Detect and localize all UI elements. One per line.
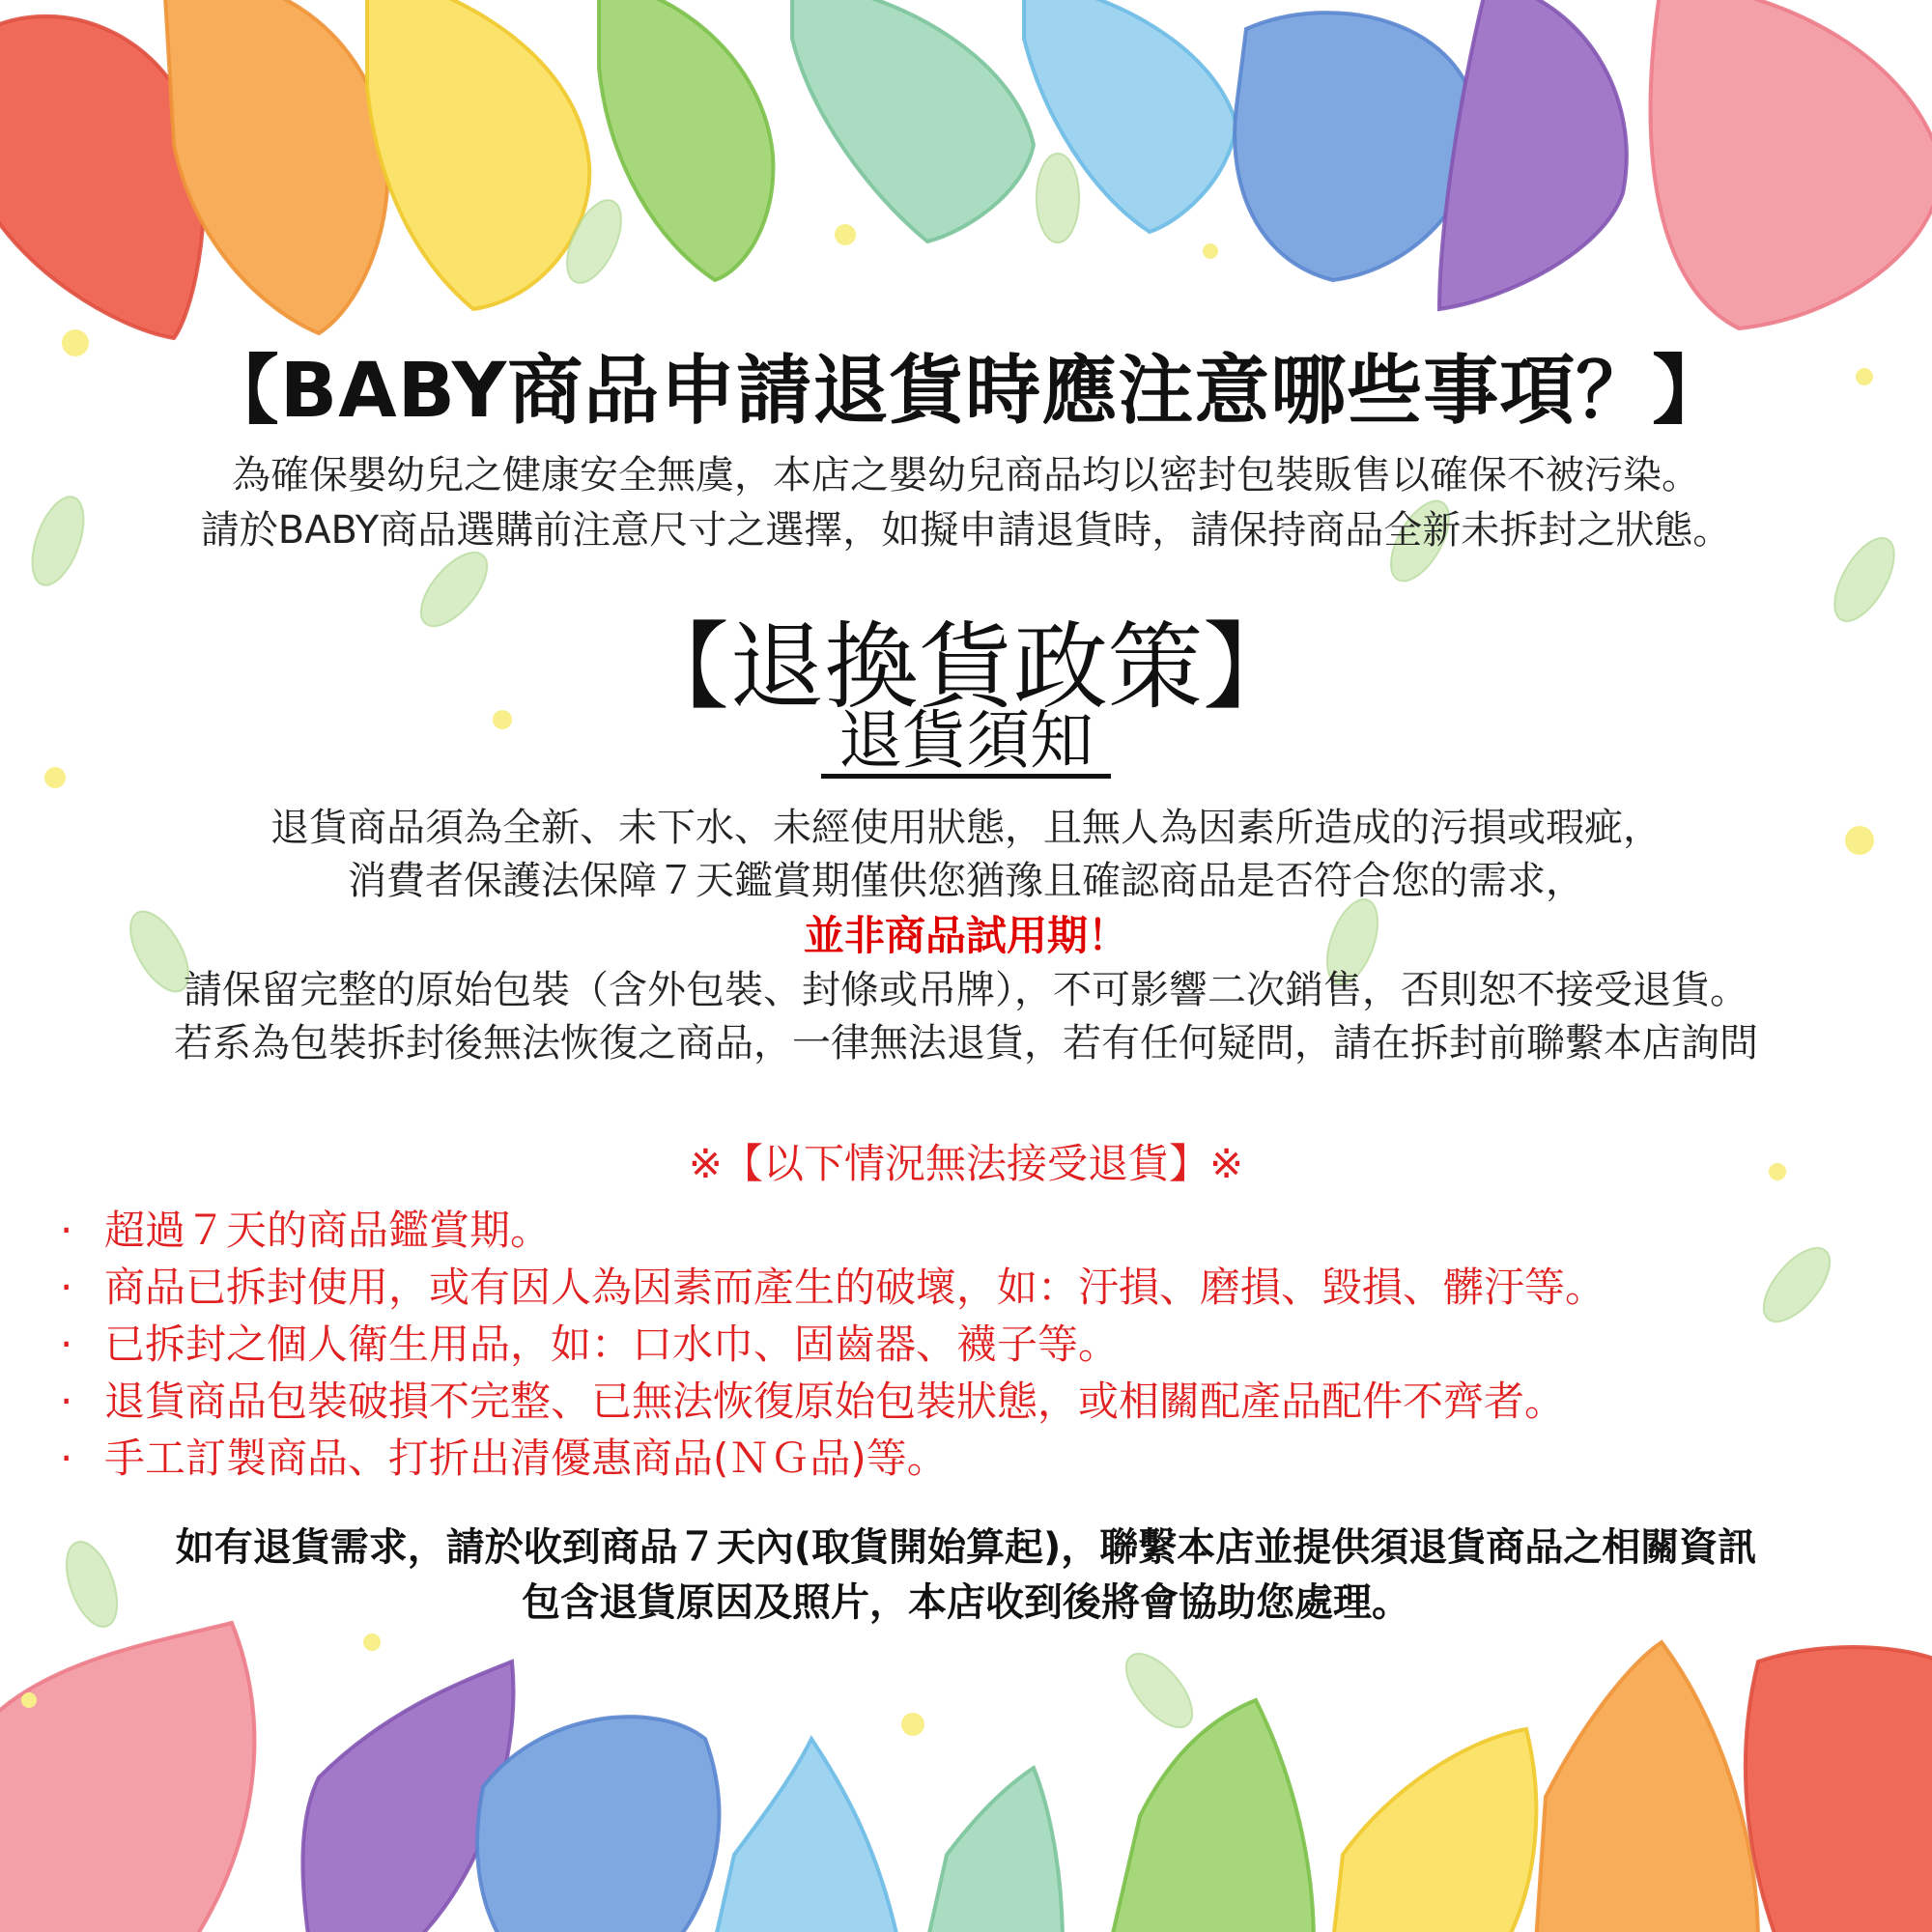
not-trial-warning: 並非商品試用期！ <box>803 912 1128 959</box>
list-item-text: 超過７天的商品鑑賞期。 <box>104 1207 552 1254</box>
bullet-icon: · <box>60 1264 73 1311</box>
list-item <box>60 1373 1605 1430</box>
policy-heading: 【退換貨政策】 <box>634 612 1297 723</box>
page-title: 【BABY商品申請退貨時應注意哪些事項？】 <box>203 348 1729 435</box>
closing-line-2: 包含退貨原因及照片，本店收到後將會協助您處理。 <box>522 1580 1410 1625</box>
notice-heading-wrapper <box>0 703 1932 779</box>
intro-line-1: 為確保嬰幼兒之健康安全無虞，本店之嬰幼兒商品均以密封包裝販售以確保不被污染。 <box>232 453 1700 497</box>
list-item-text: 已拆封之個人衛生用品，如：口水巾、固齒器、襪子等。 <box>104 1321 1120 1368</box>
list-item-text: 手工訂製商品、打折出清優惠商品(ＮＧ品)等。 <box>104 1435 948 1482</box>
cannot-return-list <box>60 1202 1605 1487</box>
closing-line-1: 如有退貨需求，請於收到商品７天內(取貨開始算起)，聯繫本店並提供須退貨商品之相關資訊 <box>175 1525 1757 1570</box>
bullet-icon: · <box>60 1378 73 1425</box>
bullet-icon: · <box>60 1207 73 1254</box>
packaging-line-2: 若系為包裝拆封後無法恢復之商品，一律無法退貨，若有任何疑問，請在拆封前聯繫本店詢問 <box>174 1021 1758 1065</box>
bullet-icon: · <box>60 1435 73 1482</box>
intro-line-2: 請於BABY商品選購前注意尺寸之選擇，如擬申請退貨時，請保持商品全新未拆封之狀態。 <box>200 508 1732 553</box>
notice-line-2: 消費者保護法保障７天鑑賞期僅供您猶豫且確認商品是否符合您的需求， <box>348 859 1584 903</box>
list-item <box>60 1202 1605 1259</box>
list-item <box>60 1259 1605 1316</box>
list-item-text: 退貨商品包裝破損不完整、已無法恢復原始包裝狀態，或相關配產品配件不齊者。 <box>104 1378 1566 1425</box>
list-item <box>60 1316 1605 1373</box>
cannot-return-heading: ※【以下情況無法接受退貨】※ <box>688 1140 1244 1187</box>
bullet-icon: · <box>60 1321 73 1368</box>
list-item <box>60 1430 1605 1487</box>
notice-heading: 退貨須知 <box>821 707 1111 779</box>
packaging-line-1: 請保留完整的原始包裝（含外包裝、封條或吊牌），不可影響二次銷售，否則恕不接受退貨。 <box>184 968 1748 1012</box>
list-item-text: 商品已拆封使用，或有因人為因素而產生的破壞，如：汙損、磨損、毀損、髒汙等。 <box>104 1264 1606 1311</box>
notice-line-1: 退貨商品須為全新、未下水、未經使用狀態，且無人為因素所造成的污損或瑕疵， <box>270 806 1662 850</box>
